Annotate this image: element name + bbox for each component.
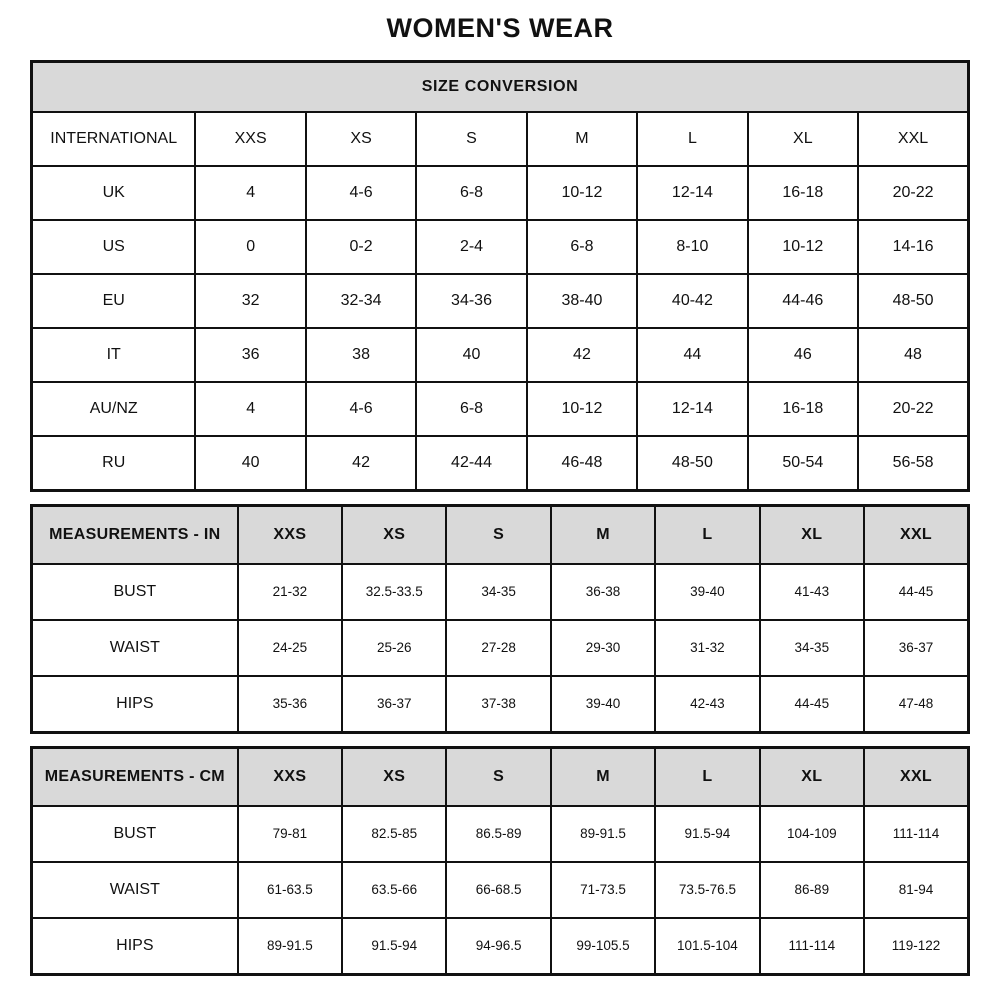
measurements-cm-table — [30, 746, 970, 976]
value-cell: 12-14 — [637, 382, 747, 436]
value-cell: 31-32 — [655, 620, 759, 676]
value-cell: 48-50 — [637, 436, 747, 491]
row-label: RU — [32, 436, 196, 491]
value-cell: 79-81 — [238, 806, 342, 862]
value-cell: 48 — [858, 328, 968, 382]
row-label: US — [32, 220, 196, 274]
row-label: HIPS — [32, 676, 238, 733]
value-cell: 8-10 — [637, 220, 747, 274]
value-cell: 40-42 — [637, 274, 747, 328]
value-cell: 48-50 — [858, 274, 968, 328]
value-cell: 66-68.5 — [446, 862, 550, 918]
value-cell: 6-8 — [416, 382, 526, 436]
table-row — [32, 918, 969, 975]
value-cell: 4 — [195, 382, 305, 436]
value-cell: 27-28 — [446, 620, 550, 676]
table-row — [32, 382, 969, 436]
table-row — [32, 274, 969, 328]
value-cell: 38 — [306, 328, 416, 382]
value-cell: 39-40 — [655, 564, 759, 620]
value-cell: 39-40 — [551, 676, 655, 733]
value-cell: 71-73.5 — [551, 862, 655, 918]
value-cell: 6-8 — [416, 166, 526, 220]
table-row — [32, 676, 969, 733]
value-cell: 73.5-76.5 — [655, 862, 759, 918]
header-cell: M — [527, 112, 637, 166]
value-cell: 34-35 — [760, 620, 864, 676]
value-cell: 32.5-33.5 — [342, 564, 446, 620]
value-cell: 36-37 — [342, 676, 446, 733]
value-cell: 10-12 — [527, 166, 637, 220]
row-label: WAIST — [32, 620, 238, 676]
row-label: EU — [32, 274, 196, 328]
row-label: IT — [32, 328, 196, 382]
size-conversion-table — [30, 60, 970, 492]
value-cell: 91.5-94 — [342, 918, 446, 975]
value-cell: 42-43 — [655, 676, 759, 733]
value-cell: 86-89 — [760, 862, 864, 918]
header-cell: XS — [342, 747, 446, 806]
value-cell: 104-109 — [760, 806, 864, 862]
value-cell: 111-114 — [864, 806, 968, 862]
table-row — [32, 620, 969, 676]
value-cell: 16-18 — [748, 382, 858, 436]
value-cell: 47-48 — [864, 676, 968, 733]
row-label: BUST — [32, 806, 238, 862]
header-cell: S — [416, 112, 526, 166]
header-cell: S — [446, 505, 550, 564]
header-cell: XXL — [858, 112, 968, 166]
value-cell: 36-37 — [864, 620, 968, 676]
measurements-in-body — [32, 505, 969, 732]
header-cell: L — [637, 112, 747, 166]
value-cell: 14-16 — [858, 220, 968, 274]
value-cell: 44-45 — [760, 676, 864, 733]
value-cell: 99-105.5 — [551, 918, 655, 975]
value-cell: 50-54 — [748, 436, 858, 491]
value-cell: 63.5-66 — [342, 862, 446, 918]
size-conversion-body — [32, 61, 969, 490]
value-cell: 41-43 — [760, 564, 864, 620]
table-row — [32, 328, 969, 382]
value-cell: 101.5-104 — [655, 918, 759, 975]
value-cell: 82.5-85 — [342, 806, 446, 862]
header-cell: MEASUREMENTS - IN — [32, 505, 238, 564]
value-cell: 111-114 — [760, 918, 864, 975]
table-row — [32, 220, 969, 274]
value-cell: 42 — [527, 328, 637, 382]
value-cell: 24-25 — [238, 620, 342, 676]
value-cell: 42 — [306, 436, 416, 491]
value-cell: 4 — [195, 166, 305, 220]
value-cell: 20-22 — [858, 382, 968, 436]
header-cell: S — [446, 747, 550, 806]
value-cell: 38-40 — [527, 274, 637, 328]
value-cell: 46-48 — [527, 436, 637, 491]
value-cell: 86.5-89 — [446, 806, 550, 862]
value-cell: 25-26 — [342, 620, 446, 676]
row-label: AU/NZ — [32, 382, 196, 436]
value-cell: 0 — [195, 220, 305, 274]
size-conversion-title: SIZE CONVERSION — [32, 61, 969, 112]
value-cell: 16-18 — [748, 166, 858, 220]
value-cell: 10-12 — [748, 220, 858, 274]
row-label: BUST — [32, 564, 238, 620]
value-cell: 6-8 — [527, 220, 637, 274]
row-label: HIPS — [32, 918, 238, 975]
header-cell: XS — [342, 505, 446, 564]
value-cell: 42-44 — [416, 436, 526, 491]
row-label: WAIST — [32, 862, 238, 918]
value-cell: 2-4 — [416, 220, 526, 274]
value-cell: 44-45 — [864, 564, 968, 620]
value-cell: 34-36 — [416, 274, 526, 328]
row-label: UK — [32, 166, 196, 220]
value-cell: 94-96.5 — [446, 918, 550, 975]
header-cell: INTERNATIONAL — [32, 112, 196, 166]
header-cell: XL — [760, 505, 864, 564]
header-cell: XXL — [864, 505, 968, 564]
value-cell: 21-32 — [238, 564, 342, 620]
header-cell: XXS — [238, 505, 342, 564]
value-cell: 34-35 — [446, 564, 550, 620]
header-cell: XL — [760, 747, 864, 806]
header-cell: XXL — [864, 747, 968, 806]
value-cell: 91.5-94 — [655, 806, 759, 862]
value-cell: 37-38 — [446, 676, 550, 733]
value-cell: 36-38 — [551, 564, 655, 620]
value-cell: 56-58 — [858, 436, 968, 491]
value-cell: 89-91.5 — [551, 806, 655, 862]
header-cell: L — [655, 505, 759, 564]
value-cell: 89-91.5 — [238, 918, 342, 975]
page-title: WOMEN'S WEAR — [386, 13, 614, 43]
value-cell: 61-63.5 — [238, 862, 342, 918]
header-cell: XS — [306, 112, 416, 166]
header-cell: M — [551, 505, 655, 564]
value-cell: 4-6 — [306, 382, 416, 436]
value-cell: 36 — [195, 328, 305, 382]
value-cell: 10-12 — [527, 382, 637, 436]
value-cell: 4-6 — [306, 166, 416, 220]
value-cell: 32-34 — [306, 274, 416, 328]
value-cell: 32 — [195, 274, 305, 328]
header-cell: XXS — [238, 747, 342, 806]
value-cell: 12-14 — [637, 166, 747, 220]
value-cell: 81-94 — [864, 862, 968, 918]
header-cell: M — [551, 747, 655, 806]
value-cell: 0-2 — [306, 220, 416, 274]
value-cell: 35-36 — [238, 676, 342, 733]
table-row — [32, 806, 969, 862]
value-cell: 46 — [748, 328, 858, 382]
table-row — [32, 862, 969, 918]
value-cell: 40 — [195, 436, 305, 491]
header-cell: XXS — [195, 112, 305, 166]
header-cell: L — [655, 747, 759, 806]
table-row — [32, 166, 969, 220]
value-cell: 119-122 — [864, 918, 968, 975]
measurements-cm-body — [32, 747, 969, 974]
value-cell: 44 — [637, 328, 747, 382]
measurements-in-table — [30, 504, 970, 734]
value-cell: 20-22 — [858, 166, 968, 220]
header-cell: XL — [748, 112, 858, 166]
value-cell: 44-46 — [748, 274, 858, 328]
value-cell: 40 — [416, 328, 526, 382]
table-row — [32, 564, 969, 620]
table-row — [32, 436, 969, 491]
value-cell: 29-30 — [551, 620, 655, 676]
header-cell: MEASUREMENTS - CM — [32, 747, 238, 806]
